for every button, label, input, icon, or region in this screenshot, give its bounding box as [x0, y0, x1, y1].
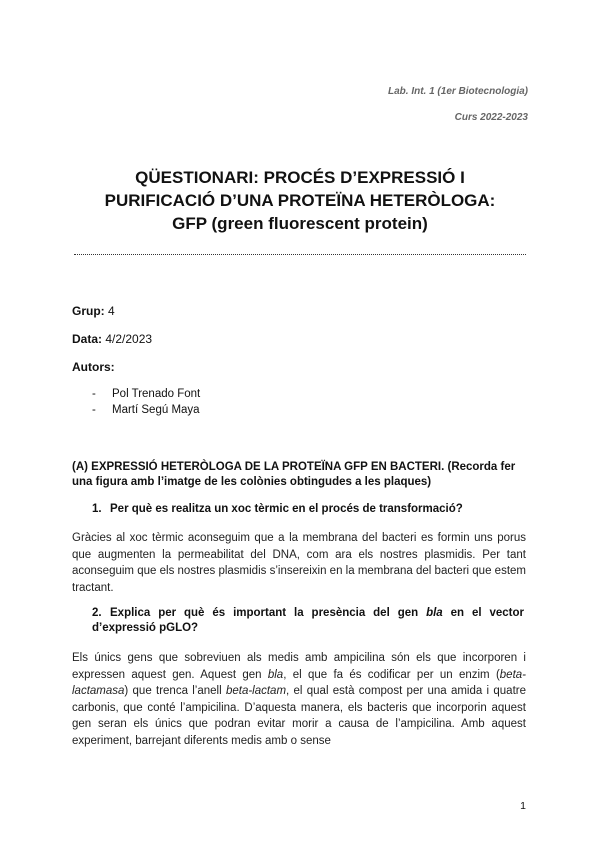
group-row: [72, 304, 115, 318]
answer-text: Els únics gens que sobreviuen als medis amb ampicilina són els que incorporen i expressen aquest gen. Aquest gen: [72, 652, 526, 681]
authors-label: Autors:: [72, 360, 115, 374]
author-item: - Martí Segú Maya: [92, 402, 200, 418]
question-number: 2.: [92, 607, 102, 619]
group-value: 4: [108, 304, 115, 318]
enzyme-name: beta-lactamasa: [72, 668, 526, 697]
document-title: [60, 166, 540, 235]
answer-text: ) que trenca l’anell: [124, 685, 226, 697]
date-label: Data:: [72, 332, 103, 346]
header-year: Curs 2022-2023: [454, 112, 528, 123]
authors-row: [72, 360, 115, 374]
dotted-separator: [74, 254, 526, 255]
answer-text: , el que fa és codificar per un enzim (: [283, 668, 500, 681]
date-row: [72, 332, 152, 346]
group-label: Grup:: [72, 304, 105, 318]
section-a-heading: (A) EXPRESSIÓ HETERÒLOGA DE LA PROTEÏNA GFP EN BACTERI. (Recorda fer una figura amb l’imatge de les colònies obtingudes a les plaques): [72, 461, 516, 488]
header-course: Lab. Int. 1 (1er Biotecnologia): [387, 86, 528, 97]
question-text: Explica per què és important la presència del gen: [110, 607, 427, 619]
title-line-3: GFP (green fluorescent protein): [172, 214, 428, 233]
title-line-2: PURIFICACIÓ D’UNA PROTEÏNA HETERÒLOGA:: [104, 191, 496, 210]
question-text: Per què es realitza un xoc tèrmic en el procés de transformació?: [110, 503, 463, 515]
authors-list: [92, 386, 200, 418]
title-line-1: QÜESTIONARI: PROCÉS D’EXPRESSIÓ I: [135, 168, 465, 187]
question-number: 1.: [92, 503, 102, 515]
gene-name: bla: [426, 607, 443, 619]
page-number: 1: [520, 800, 526, 812]
question-2: [92, 606, 524, 636]
question-text-end: en el vector d’expressió pGLO?: [92, 607, 524, 634]
answer-text: , el qual està compost per una amida i quatre carbonis, que conté l’ampicilina. D’aquesta manera, els bacteris que incorporin aquest gen seran els únics que podran evitar morir a causa de l’ampicilina. Amb aquest experiment, barrejant diferents medis amb o sense: [72, 685, 526, 747]
date-value: 4/2/2023: [105, 332, 153, 346]
ring-name: beta-lactam: [225, 685, 287, 697]
author-item: - Pol Trenado Font: [92, 386, 200, 402]
answer-2: [72, 650, 526, 749]
gene-name: bla: [267, 668, 284, 681]
question-1: [92, 502, 524, 517]
answer-1: Gràcies al xoc tèrmic aconseguim que a la membrana del bacteri es formin uns porus que augmenten la permeabilitat del DNA, com ara els nostres plasmidis. Per tant aconseguim que els nostres plasmidis s’insereixin en la membrana del bacteri que estem tractant.: [72, 532, 526, 594]
